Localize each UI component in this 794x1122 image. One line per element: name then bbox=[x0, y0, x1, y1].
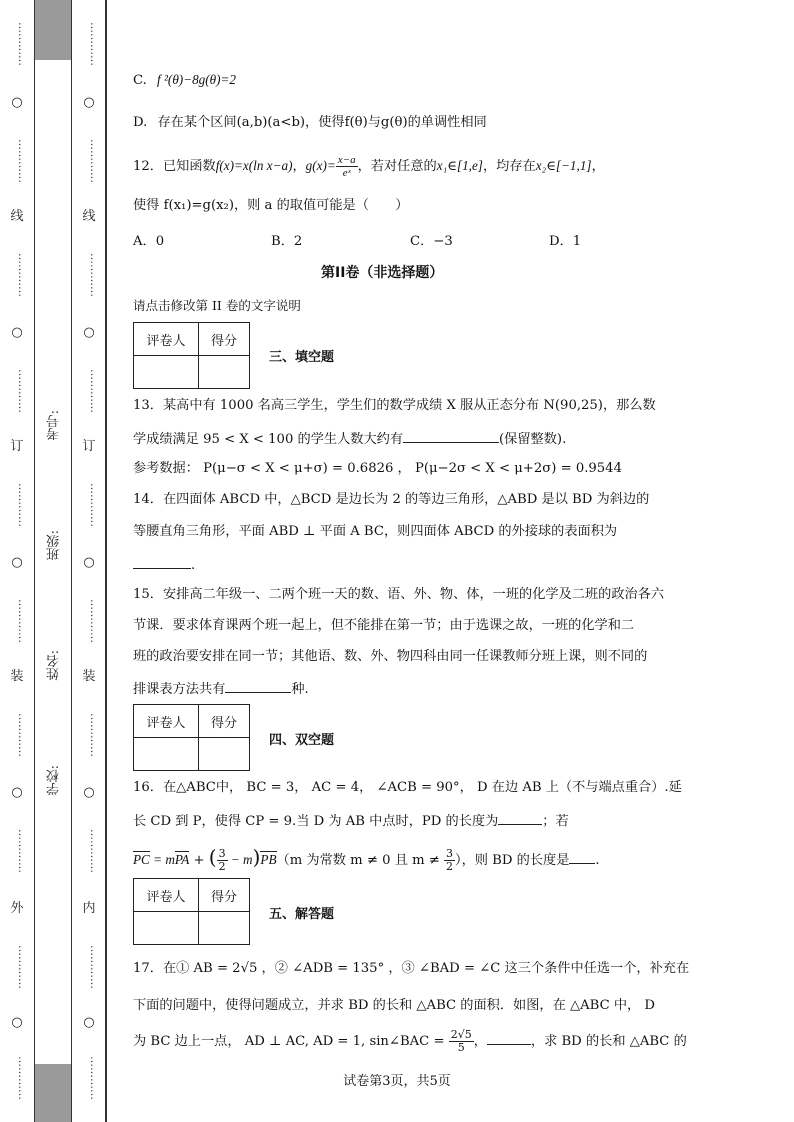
circle-mark: ○ bbox=[11, 555, 23, 570]
option-text: f ²(θ)−8g(θ)=2 bbox=[157, 72, 237, 87]
fraction-denominator: 5 bbox=[457, 1041, 465, 1054]
fraction-g bbox=[336, 154, 358, 179]
q16-text: − m bbox=[227, 852, 253, 867]
label-name: 姓名: bbox=[47, 650, 62, 681]
q16-text: . bbox=[595, 853, 600, 868]
bind-mark-wai: 外 bbox=[10, 901, 24, 916]
binding-gutter-outer bbox=[0, 0, 34, 1122]
q14-line3 bbox=[133, 554, 195, 576]
fraction-denominator: eˣ bbox=[342, 167, 351, 179]
q16-line1: 16．在△ABC中， BC = 3， AC = 4， ∠ACB = 90°， D 在边 AB 上（不与端点重合）.延 bbox=[133, 780, 682, 795]
option-letter: C. bbox=[133, 73, 147, 88]
answer-blank[interactable] bbox=[403, 428, 499, 443]
part2-title: 第II卷（非选择题） bbox=[321, 265, 444, 281]
student-info-bar bbox=[34, 0, 72, 1122]
section-fill-in: 三、填空题 bbox=[269, 350, 335, 365]
q14-text: . bbox=[191, 558, 196, 573]
answer-blank[interactable] bbox=[225, 678, 291, 693]
fraction-three-halves bbox=[444, 848, 455, 873]
dotted-cut-line: ………… bbox=[88, 369, 101, 413]
circle-mark: ○ bbox=[83, 555, 95, 570]
label-exam-number: 考号: bbox=[47, 410, 62, 441]
q13-line1: 13．某高中有 1000 名高三学生，学生们的数学成绩 X 服从正态分布 N(90,25)，那么数 bbox=[133, 398, 656, 413]
circle-mark: ○ bbox=[83, 1015, 95, 1030]
q11-option-c bbox=[133, 70, 236, 91]
dotted-cut-line: ………… bbox=[16, 713, 29, 757]
bind-mark-zhuang: 装 bbox=[10, 669, 24, 684]
label-school: 学校: bbox=[47, 765, 62, 796]
function-f: f(x)=x(ln x−a) bbox=[215, 158, 293, 173]
q12-text: ， bbox=[292, 159, 306, 174]
dotted-cut-line: ………… bbox=[16, 829, 29, 873]
answer-blank[interactable] bbox=[569, 849, 595, 864]
dotted-cut-line: ………… bbox=[16, 369, 29, 413]
answer-blank[interactable] bbox=[487, 1030, 531, 1045]
fraction-numerator: 3 bbox=[446, 847, 454, 860]
q14-line1: 14．在四面体 ABCD 中，△BCD 是边长为 2 的等边三角形，△ABD 是以 BD 为斜边的 bbox=[133, 492, 650, 507]
dotted-cut-line: ………… bbox=[16, 139, 29, 183]
fraction-three-halves bbox=[217, 848, 228, 873]
dotted-cut-line: ………… bbox=[16, 599, 29, 643]
q13-text: 学成绩满足 95 < X < 100 的学生人数大约有 bbox=[133, 432, 404, 447]
q12-text: ，均存在 bbox=[482, 159, 536, 174]
grader-cell[interactable] bbox=[134, 356, 199, 389]
circle-mark: ○ bbox=[83, 785, 95, 800]
fraction-sin bbox=[449, 1029, 474, 1054]
score-header: 得分 bbox=[199, 705, 250, 738]
dotted-cut-line: ………… bbox=[88, 829, 101, 873]
q16-line2 bbox=[133, 810, 569, 832]
circle-mark: ○ bbox=[11, 1015, 23, 1030]
q12-option-a: A．0 bbox=[133, 234, 165, 249]
grader-header: 评卷人 bbox=[134, 879, 199, 912]
q17-line1: 17．在① AB = 2√5 ，② ∠ADB = 135° ，③ ∠BAD = ∠C 这三个条件中任选一个，补充在 bbox=[133, 961, 690, 976]
dotted-cut-line: ………… bbox=[88, 1056, 101, 1100]
score-cell[interactable] bbox=[199, 738, 250, 771]
bind-mark-xian: 线 bbox=[10, 209, 24, 224]
q13-reference: 参考数据： P(μ−σ < X < μ+σ) = 0.6826 ， P(μ−2σ < X < μ+2σ) = 0.9544 bbox=[133, 461, 622, 476]
q15-line2: 节课．要求体育课两个班一起上，但不能排在第一节；由于选课之故，一班的化学和二 bbox=[133, 618, 635, 633]
shaded-block-top bbox=[35, 0, 71, 60]
q14-line2: 等腰直角三角形，平面 ABD ⊥ 平面 A BC，则四面体 ABCD 的外接球的表面积为 bbox=[133, 524, 618, 539]
fraction-denominator: 2 bbox=[218, 860, 226, 873]
q16-text: ），则 BD 的长度是 bbox=[455, 853, 570, 868]
dotted-cut-line: ………… bbox=[88, 713, 101, 757]
circle-mark: ○ bbox=[11, 785, 23, 800]
q16-text: （m 为常数 m ≠ 0 且 m ≠ bbox=[276, 853, 445, 868]
dotted-cut-line: ………… bbox=[88, 483, 101, 527]
q12-text: ，若对任意的 bbox=[357, 159, 437, 174]
q12-text: ， bbox=[591, 159, 605, 174]
fraction-numerator: 3 bbox=[218, 847, 226, 860]
circle-mark: ○ bbox=[83, 325, 95, 340]
page-footer: 试卷第3页，共5页 bbox=[343, 1074, 451, 1089]
q15-text: 排课表方法共有 bbox=[133, 682, 226, 697]
gutter-border-line bbox=[105, 0, 107, 1122]
q17-text: 为 BC 边上一点， AD ⊥ AC, AD = 1, sin∠BAC = bbox=[133, 1034, 449, 1049]
score-table bbox=[133, 878, 250, 945]
dotted-cut-line: ………… bbox=[16, 483, 29, 527]
q12-option-c: C．−3 bbox=[410, 234, 453, 249]
option-letter: D. bbox=[133, 115, 148, 130]
q13-line2 bbox=[133, 428, 566, 450]
fraction-numerator: 2√5 bbox=[450, 1028, 472, 1041]
q12-stem-line1 bbox=[133, 150, 605, 182]
dotted-cut-line: ………… bbox=[16, 1056, 29, 1100]
grader-header: 评卷人 bbox=[134, 323, 199, 356]
vector-pb: PB bbox=[260, 852, 277, 867]
q12-option-d: D．1 bbox=[549, 234, 582, 249]
q16-line3: PC = mPA + ( $\frac{3}{2}$ − m)PB（m 为常数 m ≠ 0 且 m ≠ $\frac{3}{2}$ ），则 BD 的长度是 . bbox=[133, 845, 600, 873]
q15-line3: 班的政治要安排在同一节；其他语、数、外、物四科由同一任课教师分班上课，则不同的 bbox=[133, 649, 648, 664]
dotted-cut-line: ………… bbox=[16, 945, 29, 989]
q17-line2: 下面的问题中，使得问题成立，并求 BD 的长和 △ABC 的面积．如图，在 △ABC 中， D bbox=[133, 998, 655, 1013]
vector-pa: PA bbox=[174, 852, 190, 867]
dotted-cut-line: ………… bbox=[16, 253, 29, 297]
label-class: 班级: bbox=[47, 530, 62, 561]
section-double-blank: 四、双空题 bbox=[269, 733, 335, 748]
score-cell[interactable] bbox=[199, 356, 250, 389]
fraction-numerator: x−a bbox=[337, 154, 356, 166]
grader-cell[interactable] bbox=[134, 738, 199, 771]
grader-cell[interactable] bbox=[134, 912, 199, 945]
q17-text: ， bbox=[473, 1034, 487, 1049]
q17-line3 bbox=[133, 1022, 687, 1062]
q15-text: 种. bbox=[291, 682, 309, 697]
dotted-cut-line: ………… bbox=[88, 253, 101, 297]
fraction-denominator: 2 bbox=[446, 860, 454, 873]
function-g: g(x)= bbox=[305, 158, 336, 173]
bind-mark-nei: 内 bbox=[82, 901, 96, 916]
q12-stem-line2: 使得 f(x₁)=g(x₂)，则 a 的取值可能是（ ） bbox=[133, 198, 409, 213]
dotted-cut-line: ………… bbox=[88, 599, 101, 643]
x2-domain: x₂∈[−1,1] bbox=[535, 158, 592, 173]
q16-text: 长 CD 到 P，使得 CP = 9.当 D 为 AB 中点时，PD 的长度为 bbox=[133, 814, 499, 829]
q13-text: (保留整数). bbox=[499, 432, 567, 447]
q15-line1: 15．安排高二年级一、二两个班一天的数、语、外、物、体，一班的化学及二班的政治各六 bbox=[133, 587, 665, 602]
option-text: 存在某个区间(a,b)(a<b)，使得f(θ)与g(θ)的单调性相同 bbox=[157, 115, 487, 130]
bind-mark-xian: 线 bbox=[82, 209, 96, 224]
section-solutions: 五、解答题 bbox=[269, 907, 335, 922]
dotted-cut-line: ………… bbox=[16, 22, 29, 66]
q16-text: = m bbox=[149, 852, 175, 867]
answer-blank[interactable] bbox=[498, 810, 542, 825]
q15-line4 bbox=[133, 678, 309, 700]
part2-note: 请点击修改第 II 卷的文字说明 bbox=[133, 298, 301, 313]
q11-option-d bbox=[133, 113, 487, 133]
dotted-cut-line: ………… bbox=[88, 139, 101, 183]
q16-text: ；若 bbox=[542, 814, 569, 829]
bind-mark-zhuang: 装 bbox=[82, 669, 96, 684]
bind-mark-ding: 订 bbox=[82, 439, 96, 454]
circle-mark: ○ bbox=[11, 95, 23, 110]
score-header: 得分 bbox=[199, 323, 250, 356]
bind-mark-ding: 订 bbox=[10, 439, 24, 454]
q16-text: + bbox=[189, 853, 209, 868]
score-table bbox=[133, 322, 250, 389]
x1-domain: x₁∈[1,e] bbox=[436, 158, 483, 173]
score-table bbox=[133, 704, 250, 771]
q17-text: ，求 BD 的长和 △ABC 的 bbox=[530, 1034, 687, 1049]
score-cell[interactable] bbox=[199, 912, 250, 945]
score-header: 得分 bbox=[199, 879, 250, 912]
q12-text: 12．已知函数 bbox=[133, 159, 216, 174]
q12-option-b: B．2 bbox=[271, 234, 303, 249]
grader-header: 评卷人 bbox=[134, 705, 199, 738]
answer-blank[interactable] bbox=[133, 554, 191, 569]
circle-mark: ○ bbox=[83, 95, 95, 110]
circle-mark: ○ bbox=[11, 325, 23, 340]
dotted-cut-line: ………… bbox=[88, 945, 101, 989]
vector-pc: PC bbox=[133, 852, 150, 867]
binding-gutter-inner bbox=[72, 0, 106, 1122]
dotted-cut-line: ………… bbox=[88, 22, 101, 66]
